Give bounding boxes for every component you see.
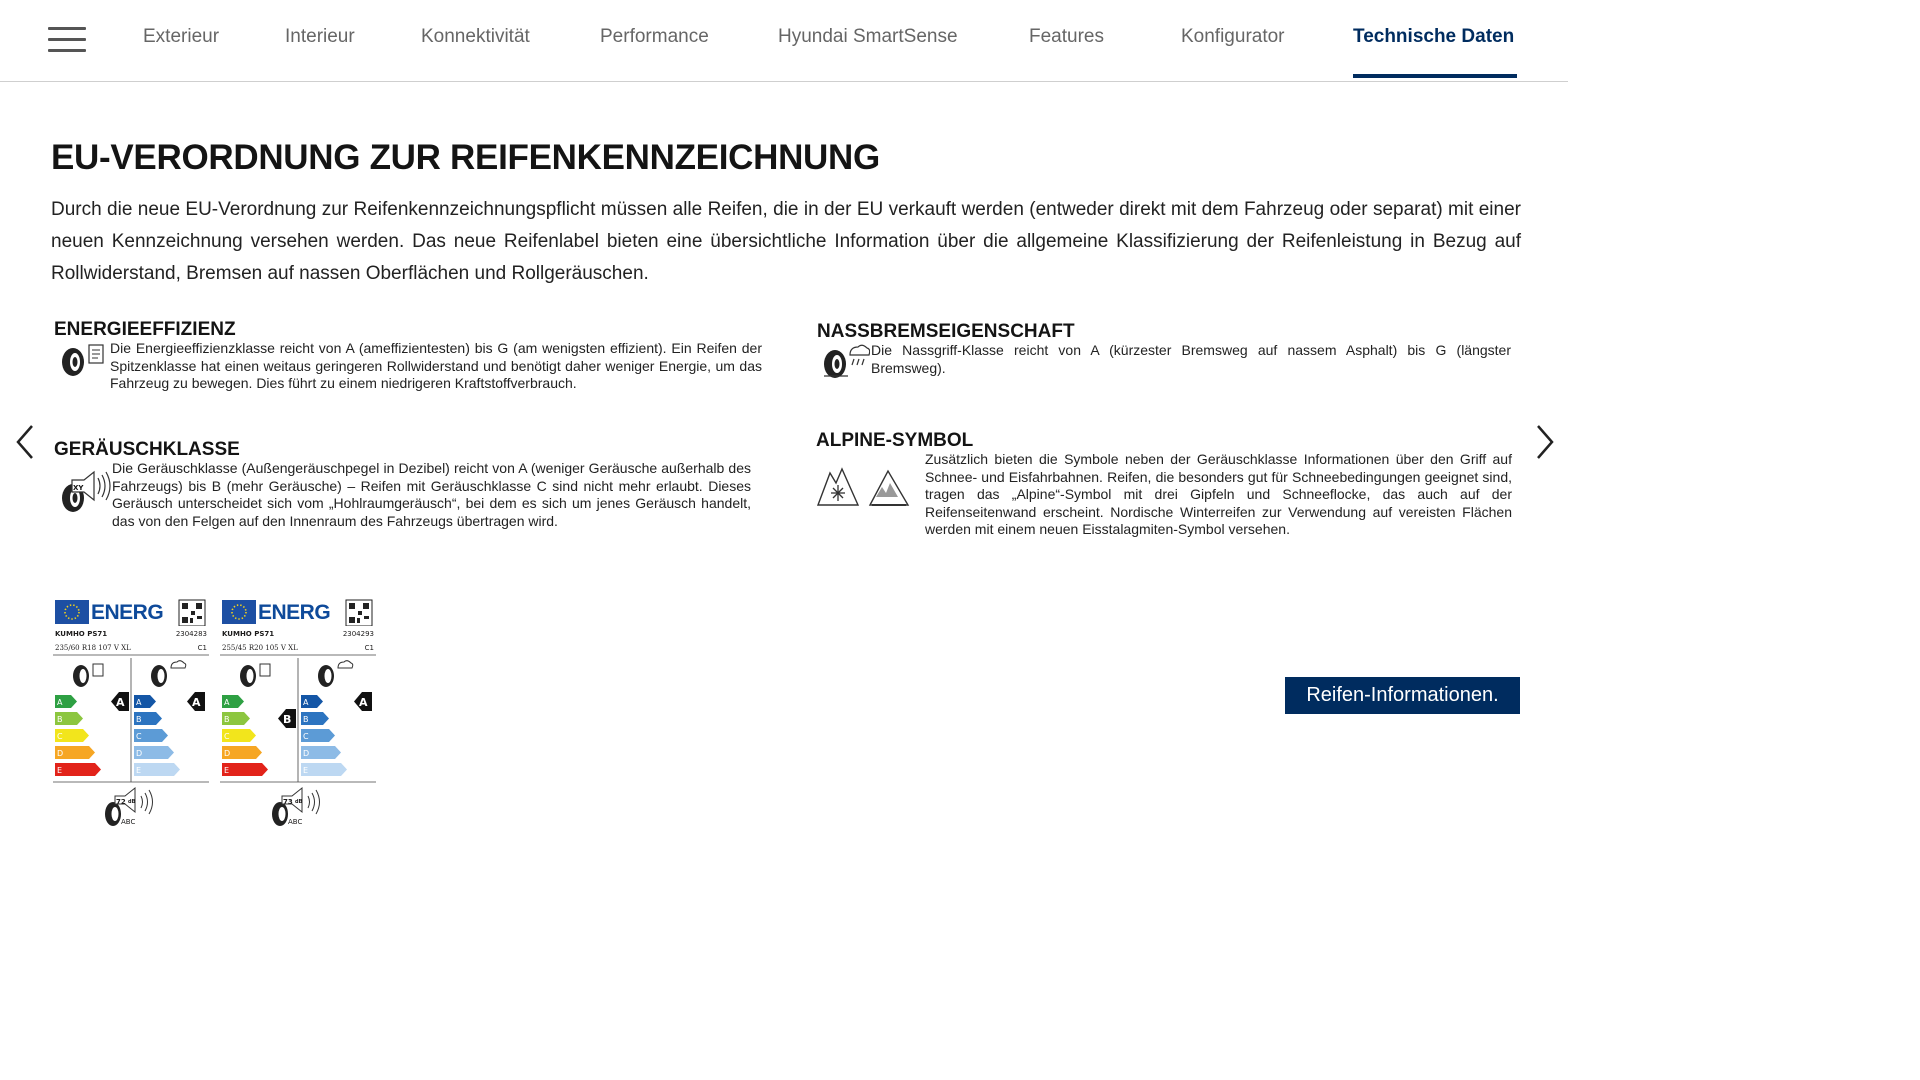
label-size: 235/60 R18 107 V XL: [55, 644, 131, 652]
label-class: C1: [197, 644, 207, 652]
tire-label-2: [220, 598, 376, 834]
label-class: C1: [364, 644, 374, 652]
nav-item-konnektivitaet[interactable]: Konnektivität: [421, 26, 530, 47]
noise-text: Die Geräuschklasse (Außengeräuschpegel in Dezibel) reicht von A (weniger Geräusche außerhalb des Fahrzeugs) bis B (mehr Geräusche) – Reifen mit Geräuschklasse C sind nicht mehr erlaubt. Dieses Geräusch unterscheidet sich vom „Hohlraumgeräusch“, bei dem es sich um jenes Geräusch handelt, das von den Felgen auf den Innenraum des Fahrzeugs übertragen wird.: [112, 460, 751, 529]
energy-text: Die Energieeffizienzklasse reicht von A (ameffizientesten) bis G (am wenigsten effizient). Ein Reifen der Spitzenklasse hat einen weitaus geringeren Rollwiderstand und benötigt daher weniger Energie, um das Fahrzeug zu bewegen. Dies führt zu einem niedrigeren Kraftstoffverbrauch.: [110, 340, 762, 392]
energy-class-letter: A: [116, 696, 125, 709]
energy-scale-letter: D: [57, 749, 64, 758]
nav-item-technische-daten[interactable]: Technische Daten: [1353, 26, 1515, 47]
label-noise-class: ABC: [121, 818, 136, 826]
wet-scale-letter: E: [136, 766, 142, 775]
energy-heading: ENERGIEEFFIZIENZ: [54, 319, 236, 340]
label-size: 255/45 R20 105 V XL: [222, 644, 298, 652]
label-energ-text: ENERG: [258, 601, 331, 624]
tire-noise-icon: [60, 470, 112, 514]
tire-label-1: [53, 598, 209, 834]
energy-scale-letter: A: [57, 698, 63, 707]
energy-scale-letter: C: [57, 732, 63, 741]
top-navigation: [0, 0, 1568, 82]
nav-item-konfigurator[interactable]: Konfigurator: [1181, 26, 1285, 47]
label-code: 2304283: [175, 630, 207, 638]
intro-text: Durch die neue EU-Verordnung zur Reifenkennzeichnungspflicht müssen alle Reifen, die in der EU verkauft werden (entweder direkt mit dem Fahrzeug oder separat) mit einer neuen Kennzeichnung versehen werden. Das neue Reifenlabel bieten eine übersichtliche Information über die allgemeine Klassifizierung der Reifenleistung in Bezug auf Rollwiderstand, Bremsen auf nassen Oberflächen und Rollgeräuschen.: [51, 199, 1521, 284]
label-code: 2304293: [342, 630, 374, 638]
label-model: KUMHO PS71: [222, 630, 275, 638]
wet-scale-letter: B: [136, 715, 142, 724]
page-title: EU-VERORDNUNG ZUR REIFENKENNZEICHNUNG: [51, 138, 880, 177]
label-noise-class: ABC: [288, 818, 303, 826]
energy-scale-letter: A: [224, 698, 230, 707]
wet-scale-letter: D: [136, 749, 143, 758]
arrow-left-icon[interactable]: [14, 422, 38, 462]
energy-scale-letter: B: [57, 715, 63, 724]
label-noise-unit: dB: [295, 799, 303, 805]
wet-class-letter: A: [359, 696, 368, 709]
wet-heading: NASSBREMSEIGENSCHAFT: [817, 321, 1075, 342]
energy-scale-letter: B: [224, 715, 230, 724]
wet-scale-letter: A: [136, 698, 142, 707]
nav-item-smartsense[interactable]: Hyundai SmartSense: [778, 26, 958, 47]
label-model: KUMHO PS71: [55, 630, 108, 638]
wet-scale-letter: C: [303, 732, 309, 741]
wet-scale-letter: E: [303, 766, 309, 775]
tire-wet-icon: [818, 343, 870, 381]
noise-heading: GERÄUSCHKLASSE: [54, 439, 240, 460]
energy-scale-letter: C: [224, 732, 230, 741]
label-scales: [53, 654, 209, 834]
alpine-text: Zusätzlich bieten die Symbole neben der Geräuschklasse Informationen über den Griff auf Schnee- und Eisfahrbahnen. Reifen, die besonders gut für Schneebedingungen geeignet sind, tragen das „Alpine“-Symbol mit drei Gipfeln und Schneeflocke, das auch auf der Reifenseitenwand erscheint. Nordische Winterreifen zur Verwendung auf vereisten Flächen werden mit einem neuen Eisstalagmiten-Symbol versehen.: [925, 451, 1512, 538]
tire-energy-icon: [60, 343, 106, 377]
label-scales: [220, 654, 376, 834]
active-tab-indicator: [1353, 74, 1517, 78]
wet-class-letter: A: [192, 696, 201, 709]
alpine-heading: ALPINE-SYMBOL: [816, 430, 974, 451]
wet-scale-letter: C: [136, 732, 142, 741]
wet-text: Die Nassgriff-Klasse reicht von A (kürzester Bremsweg auf nassem Asphalt) bis G (längster Bremsweg).: [871, 342, 1511, 376]
nav-item-exterieur[interactable]: Exterieur: [143, 26, 220, 47]
energy-class-letter: B: [283, 713, 292, 726]
wet-scale-letter: B: [303, 715, 309, 724]
nav-item-interieur[interactable]: Interieur: [285, 26, 355, 47]
energy-scale-letter: E: [57, 766, 63, 775]
ice-mountain-icon: [868, 467, 910, 507]
label-noise-db: 72: [116, 798, 126, 806]
energy-scale-letter: E: [224, 766, 230, 775]
tire-info-button[interactable]: Reifen-Informationen.: [1285, 677, 1520, 714]
nav-item-features[interactable]: Features: [1029, 26, 1104, 47]
snowflake-mountain-icon: [816, 465, 860, 507]
label-energ-text: ENERG: [91, 601, 164, 624]
menu-icon[interactable]: [48, 27, 86, 53]
energy-scale-letter: D: [224, 749, 231, 758]
label-noise-unit: dB: [128, 799, 136, 805]
label-noise-db: 73: [283, 798, 293, 806]
arrow-right-icon[interactable]: [1532, 422, 1556, 462]
noise-icon-text: XY: [73, 484, 84, 492]
wet-scale-letter: A: [303, 698, 309, 707]
nav-item-performance[interactable]: Performance: [600, 26, 709, 47]
wet-scale-letter: D: [303, 749, 310, 758]
